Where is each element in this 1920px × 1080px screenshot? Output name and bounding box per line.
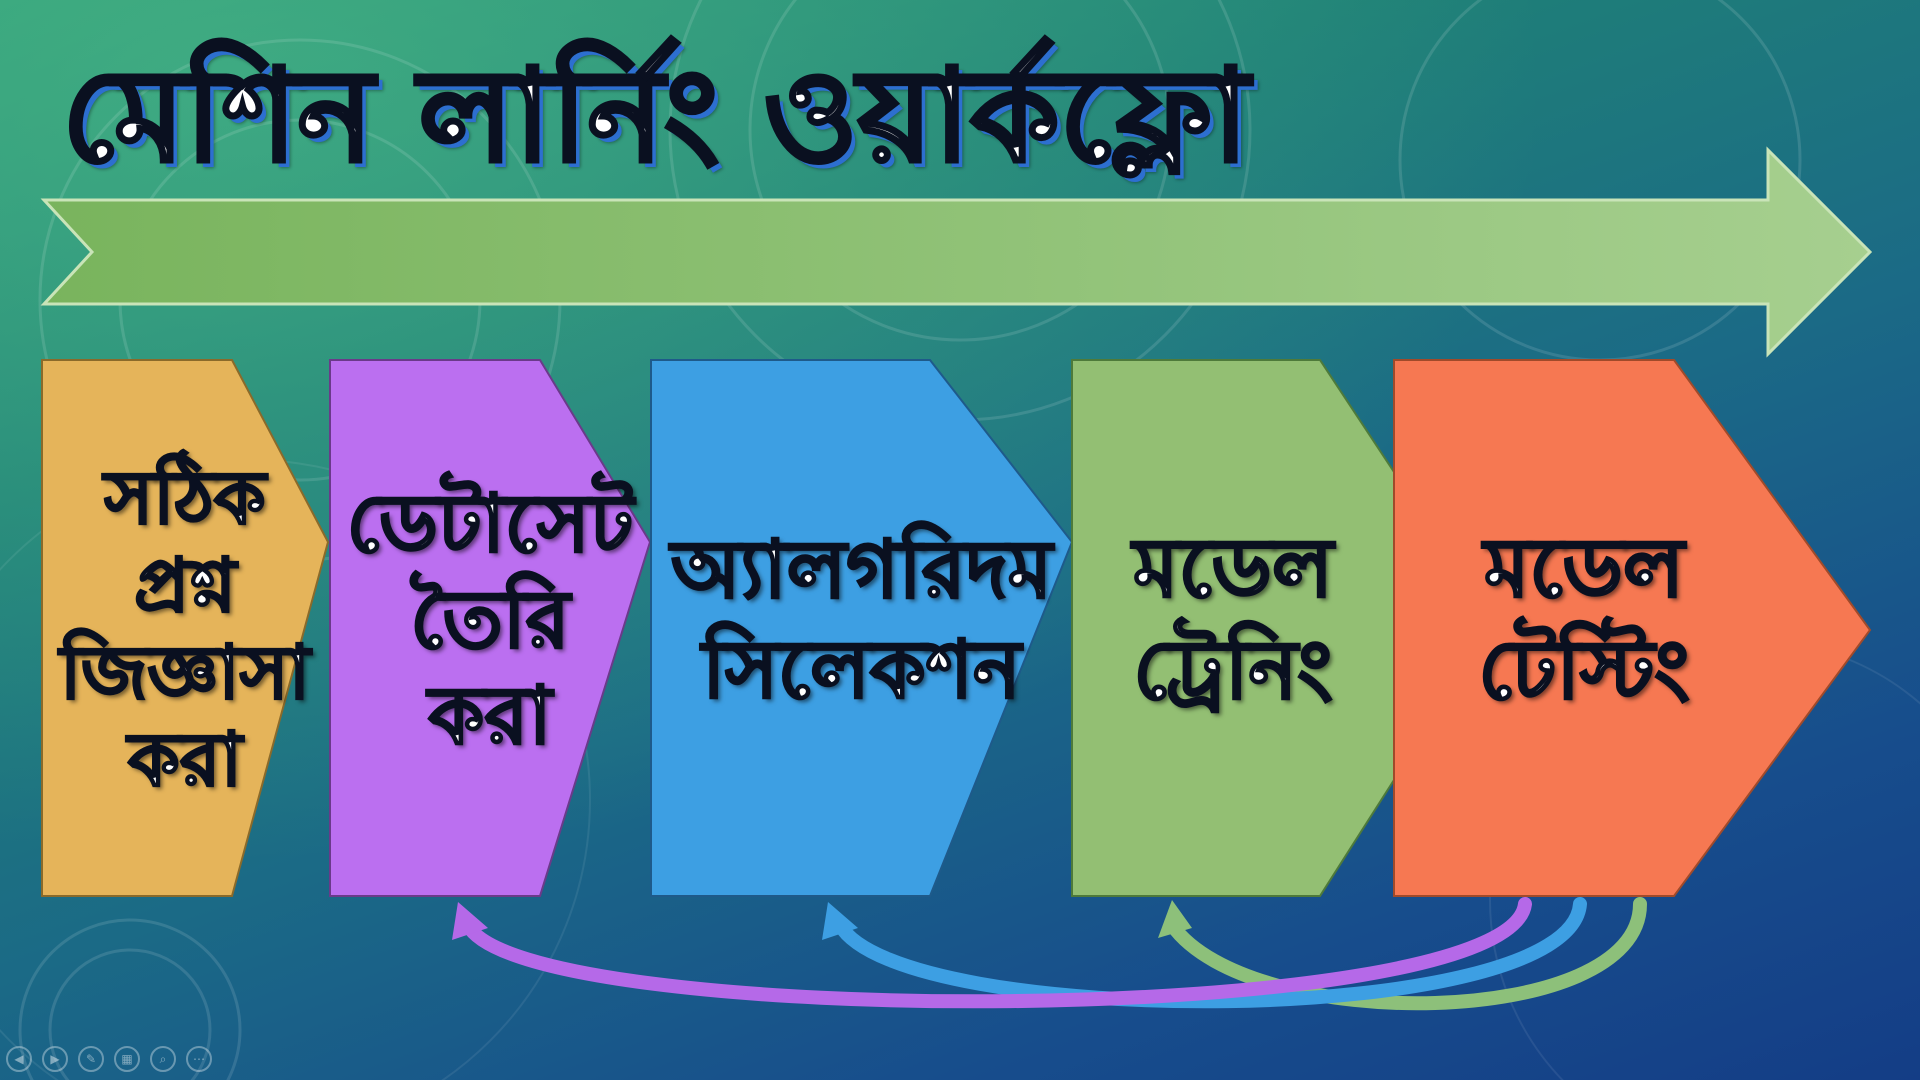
timeline-arrow: [44, 150, 1870, 354]
previous-icon[interactable]: ◀: [6, 1046, 32, 1072]
zoom-icon[interactable]: ⌕: [150, 1046, 176, 1072]
step-2-label: ডেটাসেট তৈরি করা: [346, 477, 634, 762]
step-5-label: মডেল টেস্টিং: [1478, 520, 1690, 718]
step-3-label: অ্যালগরিদম সিলেকশন: [670, 523, 1053, 716]
slides-grid-icon[interactable]: ▦: [114, 1046, 140, 1072]
next-icon[interactable]: ▶: [42, 1046, 68, 1072]
pen-icon[interactable]: ✎: [78, 1046, 104, 1072]
step-1-label: সঠিক প্রশ্ন জিজ্ঞাসা করা: [59, 455, 310, 804]
slide-title: মেশিন লার্নিং ওয়ার্কফ্লো: [62, 42, 1250, 191]
step-4-label: মডেল ট্রেনিং: [1133, 520, 1333, 718]
more-options-icon[interactable]: ⋯: [186, 1046, 212, 1072]
slideshow-controls: [6, 1046, 212, 1072]
